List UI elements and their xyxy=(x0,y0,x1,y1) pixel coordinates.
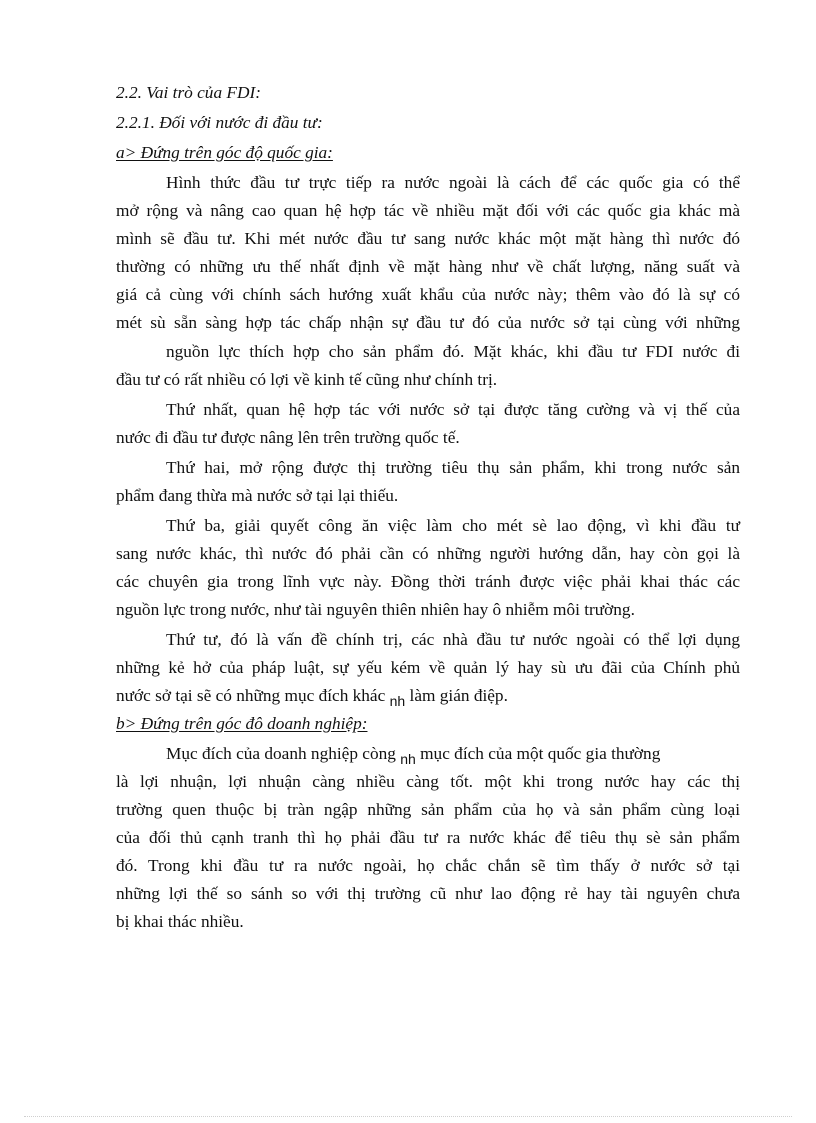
paragraph-line: là lợi nhuận, lợi nhuận càng nhiều càng tốt. một khi trong nước hay các thị xyxy=(116,772,740,791)
stray-fragment: nh xyxy=(389,693,406,709)
text-segment: mục đích của một quốc gia thường xyxy=(420,744,661,763)
paragraph-line xyxy=(116,686,740,709)
paragraph-line: Thứ hai, mở rộng được thị trường tiêu thụ sản phẩm, khi trong nước sản xyxy=(166,458,740,477)
text-segment: nước sở tại sẽ có những mục đích khác xyxy=(116,686,386,705)
paragraph-line: Thứ tư, đó là vấn đề chính trị, các nhà đầu tư nước ngoài có thể lợi dụng xyxy=(166,630,740,649)
text-segment: làm gián điệp. xyxy=(409,686,508,705)
paragraph-line: nước đi đầu tư được nâng lên trên trường quốc tế. xyxy=(116,428,460,447)
page-bottom-rule xyxy=(24,1116,792,1117)
paragraph-line: Thứ ba, giải quyết công ăn việc làm cho mét sè lao động, vì khi đầu tư xyxy=(166,516,740,535)
paragraph-line: sang nước khác, thì nước đó phải cần có những người hướng dẫn, hay còn gọi là xyxy=(116,544,740,563)
paragraph-line: những lợi thế so sánh so với thị trường cũ như lao động rẻ hay tài nguyên chưa xyxy=(116,884,740,903)
text-segment: Mục đích của doanh nghiệp còng xyxy=(166,744,396,763)
paragraph-line: thường có những ưu thế nhất định về mặt hàng như về chất lượng, năng suất và xyxy=(116,257,740,276)
paragraph-line: bị khai thác nhiều. xyxy=(116,912,244,931)
section-heading: 2.2. Vai trò của FDI: xyxy=(116,83,261,102)
paragraph-line: đó. Trong khi đầu tư ra nước ngoài, họ chắc chắn sẽ tìm thấy ở nước sở tại xyxy=(116,856,740,875)
paragraph-line: các chuyên gia trong lĩnh vực này. Đồng thời tránh được việc phải khai thác các xyxy=(116,572,740,591)
paragraph-line: mình sẽ đầu tư. Khi mét nước đầu tư sang nước khác một mặt hàng thì nước đó xyxy=(116,229,740,248)
paragraph-line xyxy=(166,744,740,767)
paragraph-line: của đối thủ cạnh tranh thì họ phải đầu tư ra nước khác để tiêu thụ sè sản phẩm xyxy=(116,828,740,847)
subsection-heading: 2.2.1. Đối với nước đi đầu tư: xyxy=(116,113,323,132)
paragraph-line: mở rộng và nâng cao quan hệ hợp tác về nhiều mặt đối với các quốc gia khác mà xyxy=(116,201,740,220)
paragraph-line: Thứ nhất, quan hệ hợp tác với nước sở tại được tăng cường và vị thế của xyxy=(166,400,740,419)
subheading-national: a> Đứng trên góc độ quốc gia: xyxy=(116,143,333,162)
paragraph-line: nguồn lực thích hợp cho sản phẩm đó. Mặt khác, khi đầu tư FDI nước đi xyxy=(166,342,740,361)
paragraph-line: giá cả cùng với chính sách hướng xuất khẩu của nước này; thêm vào đó là sự có xyxy=(116,285,740,304)
paragraph-line: đầu tư có rất nhiều có lợi về kinh tế cũng như chính trị. xyxy=(116,370,498,389)
paragraph-line: những kẻ hở của pháp luật, sự yếu kém về quản lý hay sù ưu đãi của Chính phủ xyxy=(116,658,740,677)
paragraph-line: mét sù sẵn sàng hợp tác chấp nhận sự đầu tư đó của nước sở tại cùng với những xyxy=(116,313,740,332)
stray-fragment: nh xyxy=(400,751,416,767)
subheading-enterprise: b> Đứng trên góc đô doanh nghiệp: xyxy=(116,714,368,733)
paragraph-line: phẩm đang thừa mà nước sở tại lại thiếu. xyxy=(116,486,399,505)
paragraph-line: nguồn lực trong nước, như tài nguyên thiên nhiên hay ô nhiễm môi trường. xyxy=(116,600,635,619)
paragraph-line: trường quen thuộc bị tràn ngập những sản phẩm của họ và sản phẩm cùng loại xyxy=(116,800,740,819)
paragraph-line: Hình thức đầu tư trực tiếp ra nước ngoài là cách để các quốc gia có thể xyxy=(166,173,740,192)
